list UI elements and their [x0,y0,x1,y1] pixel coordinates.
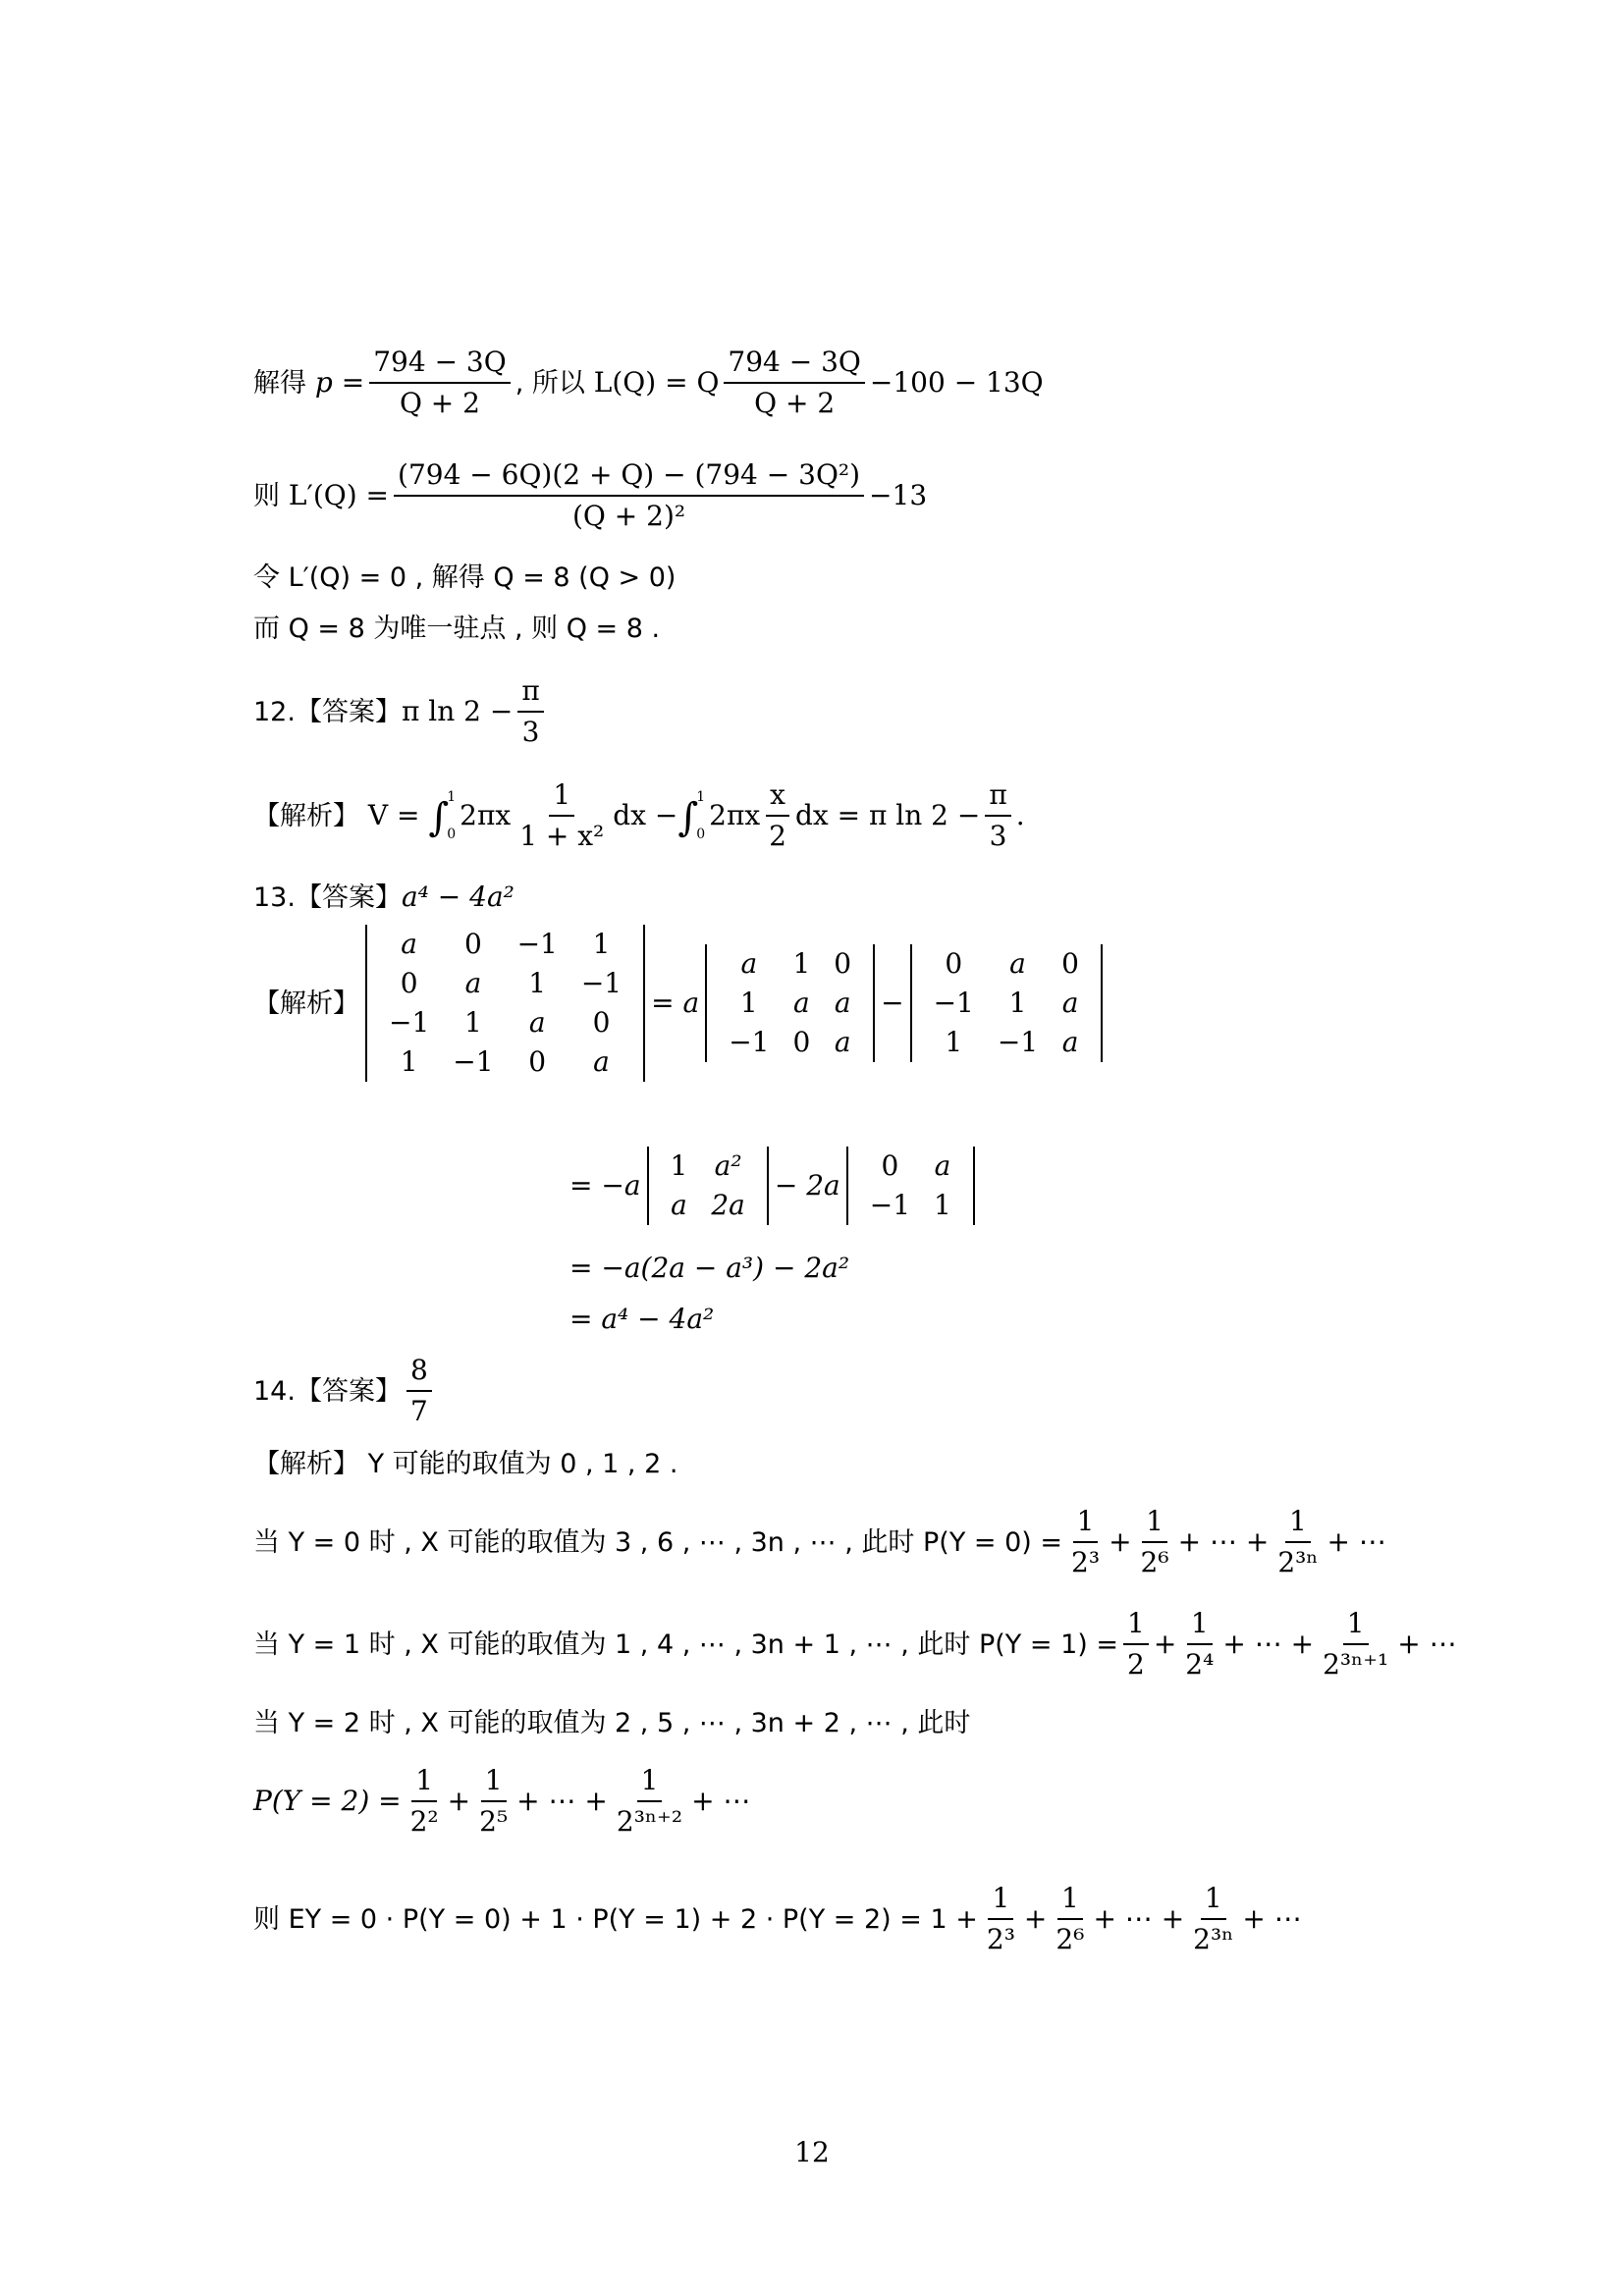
numerator: 1 [1187,1610,1213,1645]
var-p: p [314,366,333,399]
q13-expr: a⁴ − 4a² [401,881,514,913]
ey-series [978,1882,1302,1955]
term-fraction [1137,1505,1173,1578]
minus: − [881,987,904,1019]
numerator: 1 [1057,1885,1083,1920]
matrix-cell: 0 [1061,947,1079,980]
numerator: 794 − 3Q [724,348,864,384]
determinant-2x2-a [647,1147,769,1225]
y2-line [253,1710,970,1736]
term-fraction [983,1882,1019,1955]
matrix-cell: 1 [464,1006,482,1039]
matrix-cell: a [834,987,851,1019]
stationary-text: 令 L′(Q) = 0 , 解得 Q = 8 (Q > 0) [253,562,677,593]
term-fraction [1273,1505,1322,1578]
matrix-cell: 0 [792,1026,811,1058]
term-fraction [1067,1505,1104,1578]
matrix-cell: a [934,1149,951,1182]
analysis-label: 【解析】 [253,988,359,1019]
denominator: 2⁶ [1140,1546,1169,1578]
q12-label: 12.【答案】 [253,696,402,727]
matrix-cell: 2a [711,1189,745,1221]
matrix-cell: a [401,928,417,960]
matrix-cell: 0 [464,928,482,960]
lq-derivative: L′(Q) = [288,479,390,511]
fraction-p [369,348,510,417]
fraction-derivative [394,458,864,532]
matrix-cell: 1 [592,928,611,960]
row2-mid: − 2a [774,1169,840,1201]
q14-answer [253,1354,437,1427]
integral-sign: ∫ [428,795,450,840]
tail-expression: −13 [869,479,928,511]
upper-limit: 1 [696,789,706,805]
volume-lhs: V = [367,799,420,831]
plus-sign: + [1109,1525,1132,1558]
denominator: 2³ⁿ⁺² [616,1805,683,1838]
unique-point-text: 而 Q = 8 为唯一驻点 , 则 Q = 8 . [253,614,661,644]
numerator: 1 [1142,1508,1167,1543]
ellipsis-sum: + ⋯ + [1222,1628,1315,1660]
y2-series [402,1764,751,1838]
matrix-cell: a [528,1006,546,1039]
ellipsis-sum: + ⋯ + [1177,1525,1270,1558]
q13-analysis-row-3 [569,1252,850,1284]
matrix-cell: −1 [516,928,558,960]
matrix-cell: a [1061,987,1079,1019]
matrix-cell: −1 [580,967,623,999]
term-fraction [406,1764,443,1838]
denominator: Q + 2 [754,387,836,419]
y1-line [253,1607,1457,1681]
matrix-cell: a [793,987,810,1019]
denominator: 2³ⁿ⁺¹ [1323,1648,1389,1681]
matrix-cell: a [1009,947,1026,980]
dx-text: dx − [613,799,678,831]
denominator: 3 [989,820,1007,852]
matrix-cell: −1 [729,1026,770,1058]
term-fraction [1189,1882,1237,1955]
numerator: 1 [988,1885,1013,1920]
matrix-cell: 1 [528,967,547,999]
q12-analysis [253,778,1025,852]
q13-analysis-row-4 [569,1303,715,1335]
q13-label: 13.【答案】 [253,881,402,913]
denominator: 2³ⁿ [1193,1923,1234,1955]
matrix-cell: 1 [945,1026,963,1058]
y1-series [1118,1607,1457,1681]
numerator: 1 [411,1767,437,1802]
ellipsis-sum: + ⋯ + [516,1785,608,1817]
eq-a: = a [651,987,700,1019]
denominator: 2⁴ [1185,1648,1215,1681]
series-tail: + ⋯ [1242,1902,1302,1935]
dx-result: dx = π ln 2 − [794,799,981,831]
lq-expression: L(Q) = Q [593,366,720,399]
denominator: 2³ [986,1923,1015,1955]
matrix-cell: 1 [1008,987,1027,1019]
denominator: 2⁶ [1056,1923,1085,1955]
integrand-fraction [765,778,790,852]
y0-series [1062,1505,1386,1578]
numerator: (794 − 6Q)(2 + Q) − (794 − 3Q²) [394,461,864,497]
matrix-cell: a [1061,1026,1079,1058]
series-tail: + ⋯ [1326,1525,1386,1558]
numerator: 794 − 3Q [369,348,510,384]
q13-answer [253,883,514,911]
y2-lhs: P(Y = 2) = [253,1785,402,1817]
determinant-2x2-b [846,1147,975,1225]
fraction-lq [724,348,864,417]
denominator: 2 [1126,1648,1145,1681]
matrix-cell: 0 [945,947,963,980]
denominator: 2³ⁿ [1277,1546,1319,1578]
q12-answer [253,674,549,748]
numerator: 1 [637,1767,663,1802]
denominator: Q + 2 [399,387,480,419]
numerator: 1 [481,1767,507,1802]
matrix-cell: 1 [400,1045,418,1078]
term-fraction [613,1764,686,1838]
plus-sign: + [1023,1902,1048,1935]
matrix-cell: −1 [869,1189,911,1221]
y2-text: 当 Y = 2 时 , X 可能的取值为 2 , 5 , ⋯ , 3n + 2 , ⋯ , 此时 [253,1708,971,1738]
upper-limit: 1 [447,789,457,805]
matrix-cell: a [740,947,758,980]
matrix-cell: 1 [934,1189,951,1221]
term-fraction [1181,1607,1218,1681]
plus-sign: + [447,1785,471,1817]
matrix-cell: 0 [528,1045,547,1078]
matrix-cell: a [464,967,482,999]
matrix-cell: 0 [592,1006,611,1039]
integrand-fraction [515,778,608,852]
analysis-label: 【解析】 [253,800,359,831]
denominator: (Q + 2)² [571,500,686,532]
matrix-cell: −1 [453,1045,494,1078]
matrix-cell: a [671,1189,687,1221]
numerator: 1 [549,781,574,817]
determinant-4x4 [365,925,645,1082]
y0-line [253,1505,1386,1578]
y1-text: 当 Y = 1 时 , X 可能的取值为 1 , 4 , ⋯ , 3n + 1 , ⋯ , 此时 P(Y = 1) = [253,1629,1118,1660]
denominator: 2³ [1071,1546,1101,1578]
period: . [1015,799,1025,831]
q13-analysis-row-1 [253,925,1109,1082]
row4-expr: = a⁴ − 4a² [569,1303,715,1335]
denominator: 2 [769,820,786,852]
q13-analysis-row-2 [569,1147,981,1225]
page-number: 12 [794,2136,830,2168]
series-tail: + ⋯ [691,1785,751,1817]
matrix-cell: −1 [933,987,974,1019]
label-ze: 则 [253,480,280,511]
row3-expr: = −a(2a − a³) − 2a² [569,1252,850,1284]
ellipsis-sum: + ⋯ + [1093,1902,1185,1935]
matrix-cell: a² [714,1149,742,1182]
numerator: 1 [1343,1610,1369,1645]
y2-probability-line [253,1764,751,1838]
numerator: 1 [1201,1885,1226,1920]
matrix-cell: 0 [881,1149,899,1182]
y0-text: 当 Y = 0 时 , X 可能的取值为 3 , 6 , ⋯ , 3n , ⋯ , 此时 P(Y = 0) = [253,1526,1063,1558]
numerator: π [517,677,543,713]
matrix-cell: 0 [400,967,418,999]
determinant-3x3-b [910,944,1103,1062]
matrix-cell: a [834,1026,851,1058]
term-fraction [475,1764,512,1838]
plus-sign: + [1153,1628,1177,1660]
tail-expression: −100 − 13Q [869,366,1044,399]
q12-fraction [517,674,543,748]
result-fraction [985,778,1010,852]
denominator: 2⁵ [479,1805,509,1838]
series-tail: + ⋯ [1397,1628,1457,1660]
determinant-3x3-a [705,944,875,1062]
denominator: 2² [409,1805,439,1838]
text-suoyi: , 所以 [514,367,585,399]
q14-analysis-line-1 [253,1451,677,1477]
matrix-cell: a [593,1045,610,1078]
ey-text: 则 EY = 0 · P(Y = 0) + 1 · P(Y = 1) + 2 · P(Y = 2) = 1 + [253,1903,978,1935]
matrix-cell: 1 [792,947,811,980]
matrix-cell: 0 [834,947,852,980]
matrix-cell: −1 [389,1006,430,1039]
denominator: 1 + x² [519,820,605,852]
numerator: 1 [1285,1508,1311,1543]
numerator: π [985,781,1010,817]
numerator: 1 [1123,1610,1149,1645]
solution-line-4 [253,615,660,642]
lower-limit: 0 [696,827,706,842]
matrix-cell: 1 [739,987,758,1019]
q12-expr: π ln 2 − [401,695,514,727]
integrand-pre: 2πx [460,799,512,831]
ey-line [253,1882,1302,1955]
term-fraction [1123,1607,1149,1681]
q14-fraction [406,1354,432,1427]
term-fraction [1319,1607,1392,1681]
label-jiede: 解得 [253,367,306,399]
q14-label: 14.【答案】 [253,1375,402,1407]
solution-line-3 [253,564,676,591]
term-fraction [1052,1882,1088,1955]
numerator: 8 [406,1357,432,1392]
matrix-cell: 1 [670,1149,688,1182]
matrix-cell: −1 [997,1026,1039,1058]
numerator: 1 [1073,1508,1099,1543]
lower-limit: 0 [447,827,457,842]
solution-line-1 [253,348,1044,417]
integral-sign: ∫ [677,795,699,840]
numerator: x [766,781,789,817]
denominator: 7 [409,1395,428,1427]
q14-analysis-text: 【解析】 Y 可能的取值为 0 , 1 , 2 . [253,1449,678,1479]
solution-line-2 [253,458,928,532]
denominator: 3 [521,716,540,748]
integrand-pre: 2πx [709,799,761,831]
equals: = [341,366,365,399]
row2-prefix: = −a [569,1169,641,1201]
